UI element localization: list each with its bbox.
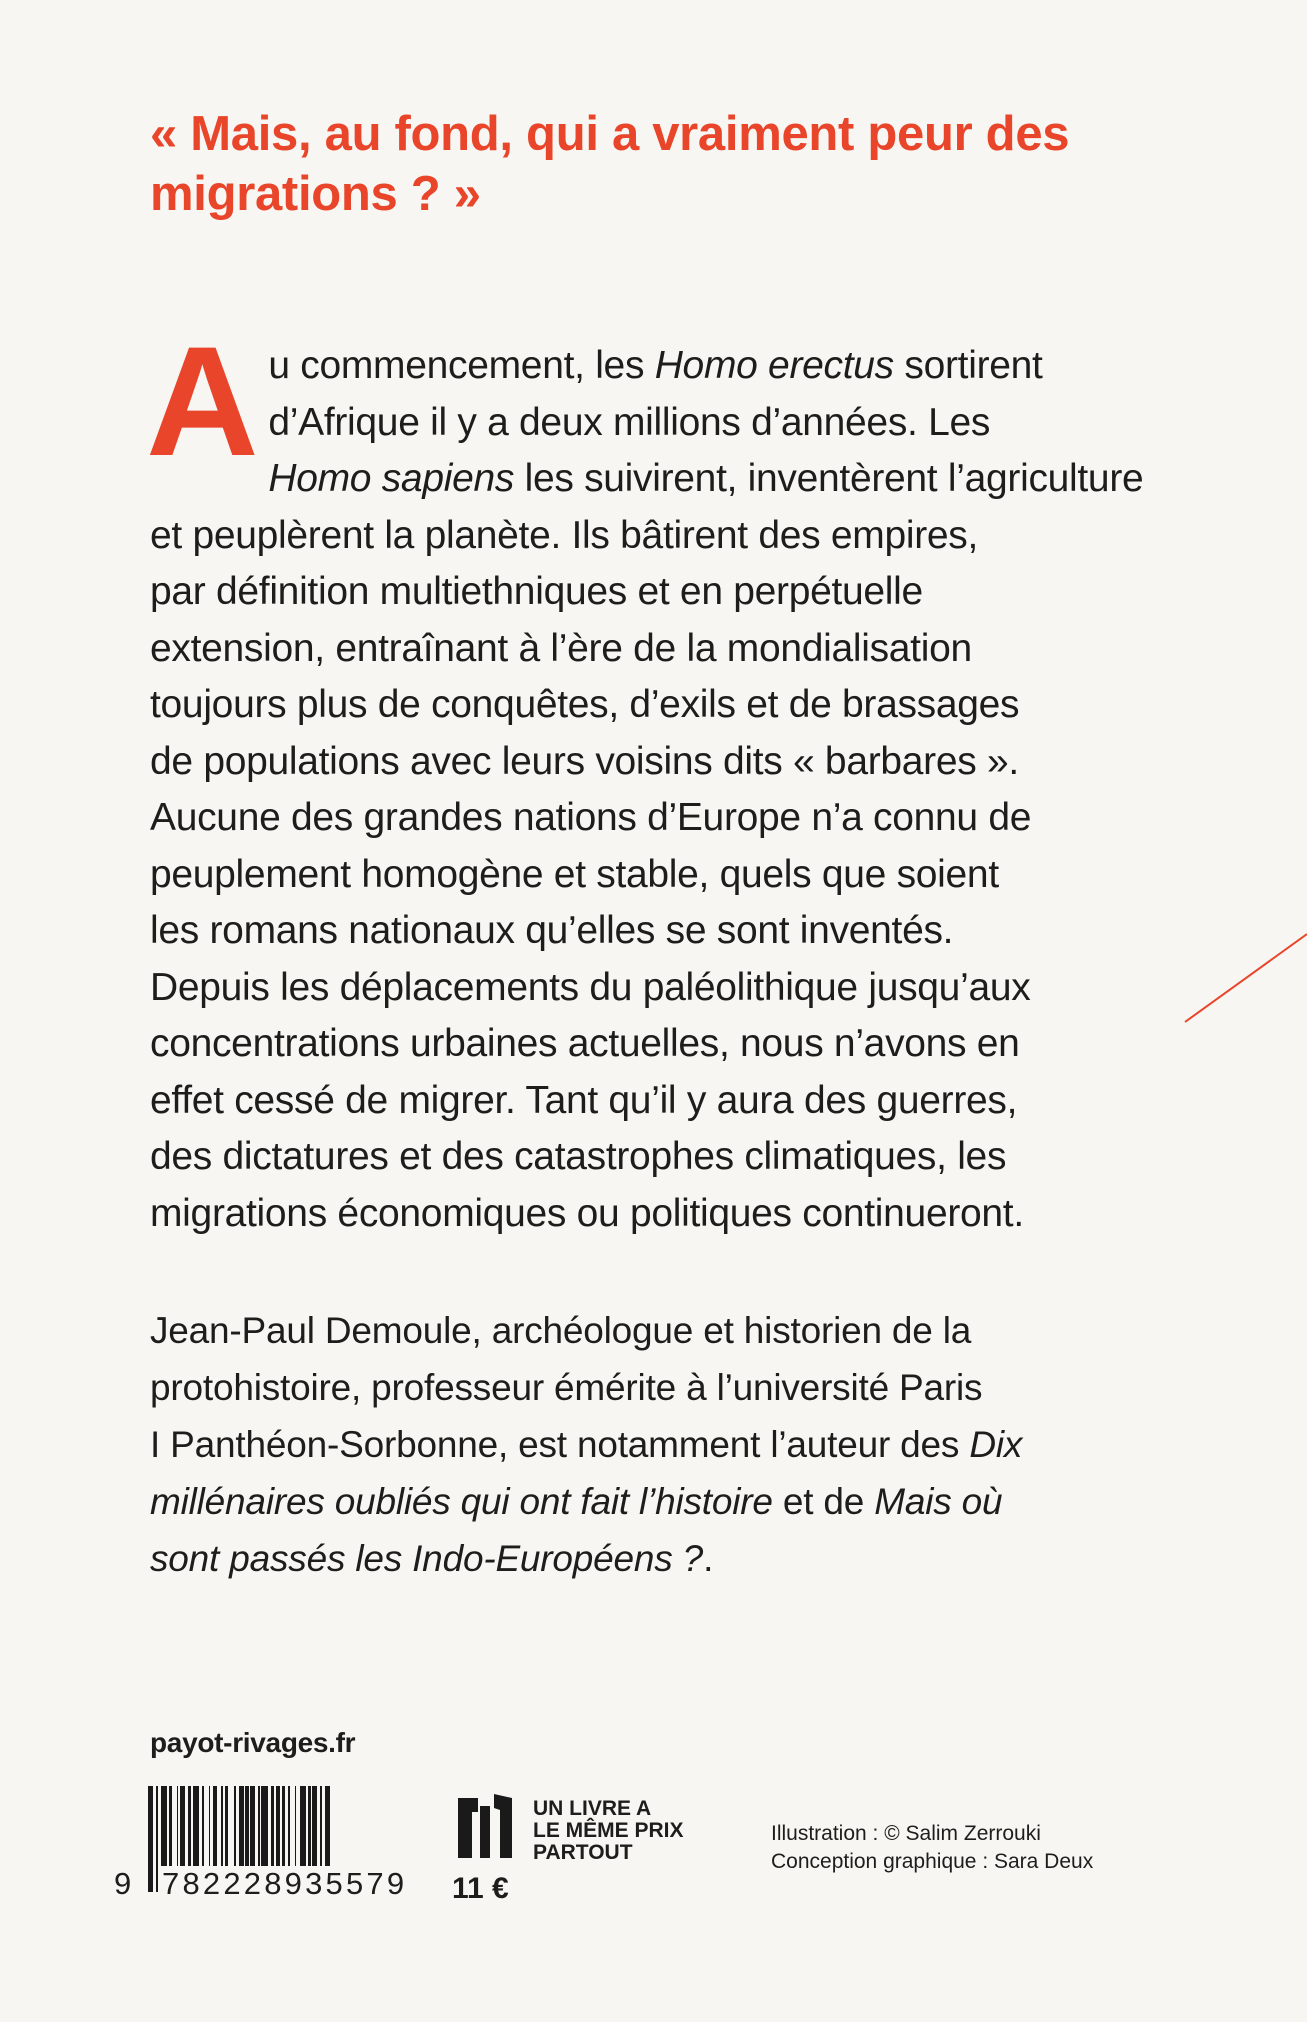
blurb-line: des dictatures et des catastrophes climatiques, les bbox=[150, 1135, 1007, 1178]
blurb-line: concentrations urbaines actuelles, nous n’avons en bbox=[150, 1022, 1020, 1065]
price: 11 € bbox=[452, 1872, 509, 1905]
tagline-quote bbox=[150, 104, 1150, 224]
blurb-paragraph bbox=[146, 315, 1144, 1242]
blurb-line: Aucune des grandes nations d’Europe n’a connu de bbox=[150, 796, 1032, 839]
blurb-line: toujours plus de conquêtes, d’exils et de brassages bbox=[150, 683, 1020, 726]
blurb-line: extension, entraînant à l’ère de la mondialisation bbox=[150, 626, 972, 670]
author-bio bbox=[150, 1302, 1116, 1587]
blurb-line: par définition multiethniques et en perpétuelle bbox=[150, 570, 923, 613]
bio-line: Jean-Paul Demoule, archéologue et historien de la bbox=[150, 1310, 972, 1351]
publisher-website: payot-rivages.fr bbox=[150, 1727, 356, 1758]
blurb-line: d’Afrique il y a deux millions d’années. Les bbox=[268, 400, 991, 444]
blurb-line: de populations avec leurs voisins dits « barbares ». bbox=[150, 739, 1019, 783]
bio-line: millénaires oubliés qui ont fait l’histoire et de Mais où bbox=[150, 1481, 1003, 1522]
credits bbox=[771, 1820, 1093, 1876]
credit-design: Conception graphique : Sara Deux bbox=[771, 1850, 1094, 1873]
bio-line: sont passés les Indo-Européens ?. bbox=[150, 1538, 714, 1579]
blurb-line: et peuplèrent la planète. Ils bâtirent des empires, bbox=[150, 513, 979, 557]
isbn-digits: 782228935579 bbox=[158, 1866, 411, 1902]
tagline-line-2: migrations ? » bbox=[150, 167, 481, 221]
blurb-line: migrations économiques ou politiques continueront. bbox=[150, 1191, 1024, 1235]
prix-unique-label: UN LIVRE A LE MÊME PRIX PARTOUT bbox=[533, 1797, 684, 1864]
blurb-line: Depuis les déplacements du paléolithique jusqu’aux bbox=[150, 965, 1031, 1009]
blurb-line: Homo sapiens les suivirent, inventèrent l’agriculture bbox=[268, 457, 1144, 500]
credit-illustration: Illustration : © Salim Zerrouki bbox=[771, 1822, 1041, 1845]
prix-unique-logo-icon bbox=[456, 1792, 516, 1864]
bio-line: protohistoire, professeur émérite à l’université Paris bbox=[150, 1367, 983, 1408]
bio-line: I Panthéon-Sorbonne, est notamment l’auteur des Dix bbox=[150, 1424, 1023, 1465]
drop-cap: A bbox=[146, 315, 259, 489]
blurb-line: effet cessé de migrer. Tant qu’il y aura des guerres, bbox=[150, 1078, 1018, 1122]
blurb-line: les romans nationaux qu’elles se sont inventés. bbox=[150, 909, 954, 952]
blurb-line: peuplement homogène et stable, quels que soient bbox=[150, 852, 999, 896]
blurb-line: u commencement, les Homo erectus sortirent bbox=[268, 344, 1043, 387]
tagline-line-1: « Mais, au fond, qui a vraiment peur des bbox=[150, 107, 1070, 161]
isbn-first-digit: 9 bbox=[114, 1866, 133, 1901]
